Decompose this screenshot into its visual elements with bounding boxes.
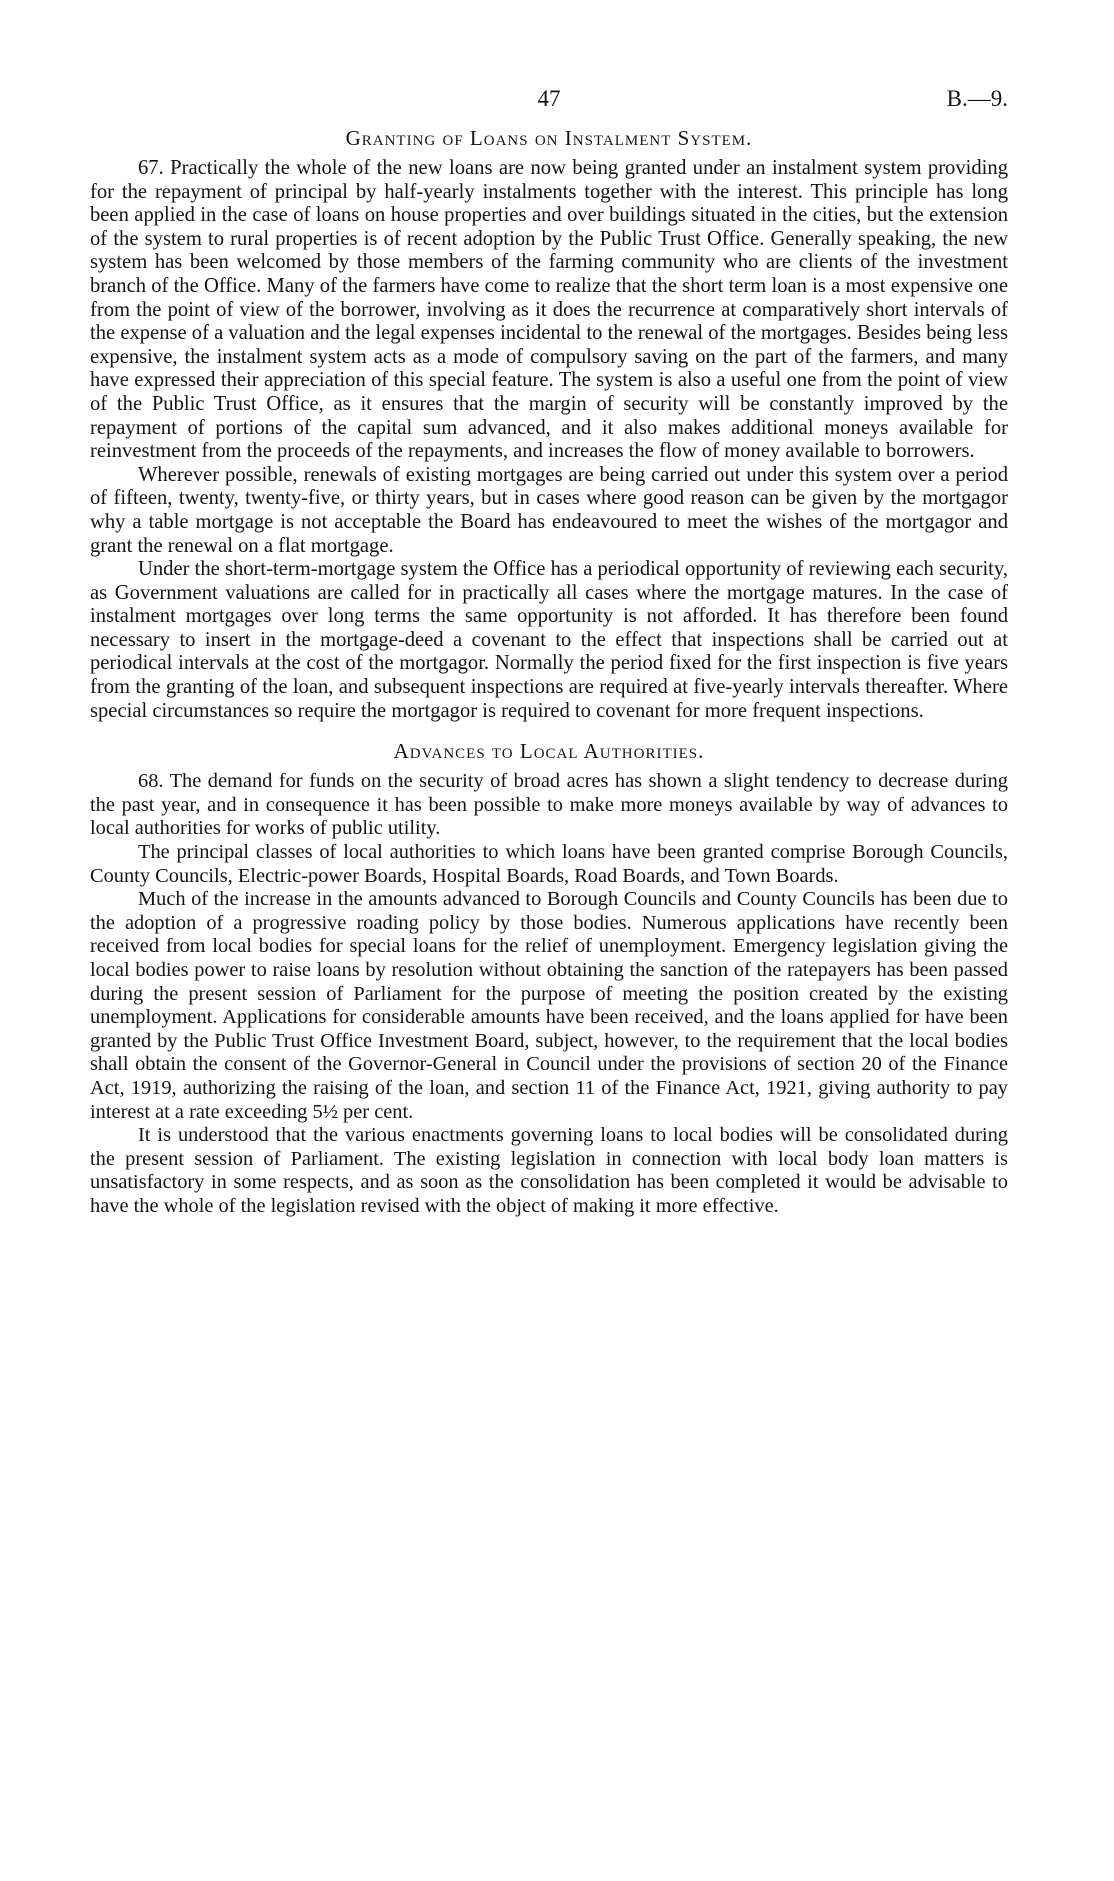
page-number: 47 bbox=[537, 86, 561, 111]
section-local-authorities bbox=[90, 739, 1008, 1218]
document-page bbox=[90, 86, 1008, 1219]
document-reference: B.—9. bbox=[946, 86, 1008, 111]
paragraph: Much of the increase in the amounts advanced to Borough Councils and County Councils has been due to the adoption of a progressive roading policy by those bodies. Numerous applications have recently been received from local bodies for special loans for the relief of unemployment. Emergency legislation giving the local bodies power to raise loans by resolution without obtaining the sanction of the ratepayers has been passed during the present session of Parliament for the purpose of meeting the position created by the existing unemployment. Applications for considerable amounts have been received, and the loans applied for have been granted by the Public Trust Office Investment Board, subject, however, to the requirement that the local bodies shall obtain the consent of the Governor-General in Council under the provisions of section 20 of the Finance Act, 1919, authorizing the raising of the loan, and section 11 of the Finance Act, 1921, giving authority to pay interest at a rate exceeding 5½ per cent. bbox=[90, 888, 1008, 1123]
paragraph: Under the short-term-mortgage system the Office has a periodical opportunity of reviewing each security, as Government valuations are called for in practically all cases where the mortgage matures. In the case of instalment mortgages over long terms the same opportunity is not afforded. It has therefore been found necessary to insert in the mortgage-deed a covenant to the effect that inspections shall be carried out at periodical intervals at the cost of the mortgagor. Normally the period fixed for the first inspection is five years from the granting of the loan, and subsequent inspections are required at five-yearly intervals thereafter. Where special circumstances so require the mortgagor is required to covenant for more frequent inspections. bbox=[90, 558, 1008, 722]
paragraph: 68. The demand for funds on the security of broad acres has shown a slight tendency to decrease during the past year, and in consequence it has been possible to make more moneys available by way of advances to local authorities for works of public utility. bbox=[90, 770, 1008, 840]
paragraph: It is understood that the various enactments governing loans to local bodies will be consolidated during the present session of Parliament. The existing legislation in connection with local body loan matters is unsatisfactory in some respects, and as soon as the consolidation has been completed it would be advisable to have the whole of the legislation revised with the object of making it more effective. bbox=[90, 1124, 1008, 1217]
page-header bbox=[90, 86, 1008, 116]
paragraph: The principal classes of local authorities to which loans have been granted comprise Borough Councils, County Councils, Electric-power Boards, Hospital Boards, Road Boards, and Town Boards. bbox=[90, 841, 1008, 887]
section-heading: Granting of Loans on Instalment System. bbox=[345, 126, 753, 150]
section-instalment-loans bbox=[90, 126, 1008, 723]
section-heading: Advances to Local Authorities. bbox=[393, 739, 705, 764]
paragraph: Wherever possible, renewals of existing mortgages are being carried out under this system over a period of fifteen, twenty, twenty-five, or thirty years, but in cases where good reason can be given by the mortgagor why a table mortgage is not acceptable the Board has endeavoured to meet the wishes of the mortgagor and grant the renewal on a flat mortgage. bbox=[90, 463, 1008, 557]
paragraph: 67. Practically the whole of the new loans are now being granted under an instalment system providing for the repayment of principal by half-yearly instalments together with the interest. This principle has long been applied in the case of loans on house properties and over buildings situated in the cities, but the extension of the system to rural properties is of recent adoption by the Public Trust Office. Generally speaking, the new system has been welcomed by those members of the farming community who are clients of the investment branch of the Office. Many of the farmers have come to realize that the short term loan is a most expensive one from the point of view of the borrower, involving as it does the recurrence at comparatively short intervals of the expense of a valuation and the legal expenses incidental to the renewal of the mortgages. Besides being less expensive, the instalment system acts as a mode of compulsory saving on the part of the farmers, and many have expressed their appreciation of this special feature. The system is also a useful one from the point of view of the Public Trust Office, as it ensures that the margin of security will be constantly improved by the repayment of portions of the capital sum advanced, and it also makes additional moneys available for reinvestment from the proceeds of the repayments, and increases the flow of money available to borrowers. bbox=[90, 157, 1008, 463]
